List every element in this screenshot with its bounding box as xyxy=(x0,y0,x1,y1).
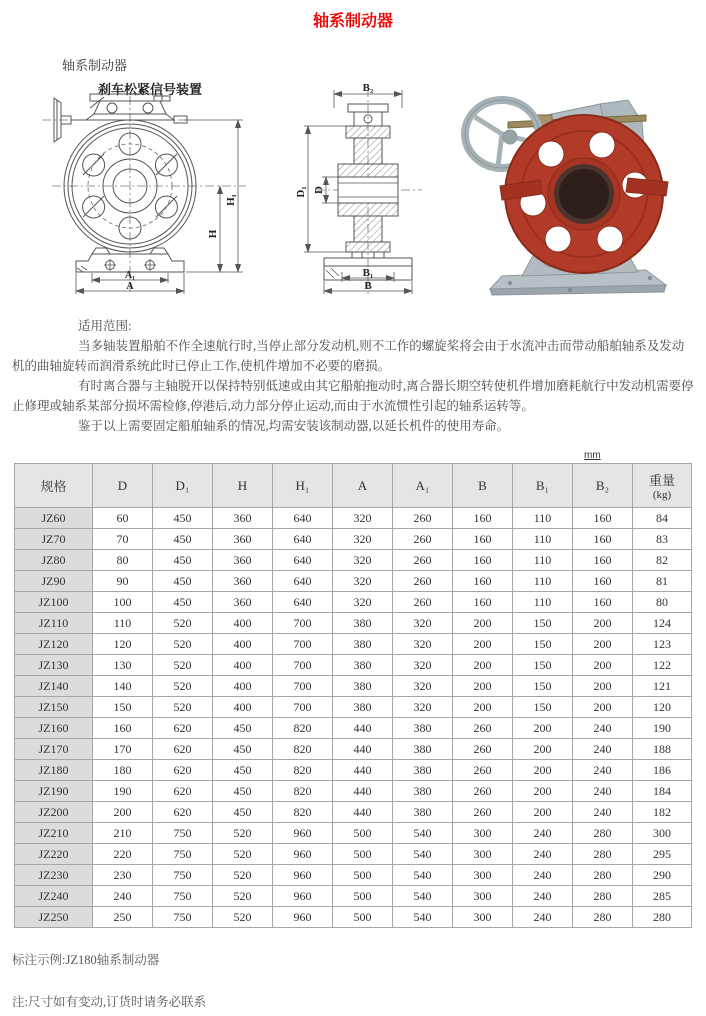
value-cell: 750 xyxy=(153,823,213,844)
value-cell: 520 xyxy=(213,865,273,886)
value-cell: 380 xyxy=(333,634,393,655)
value-cell: 160 xyxy=(453,550,513,571)
value-cell: 82 xyxy=(633,550,692,571)
weight-label: 重量 xyxy=(648,473,675,488)
value-cell: 160 xyxy=(453,529,513,550)
spec-table xyxy=(14,463,692,928)
unit-label: mm xyxy=(584,450,601,461)
value-cell: 160 xyxy=(453,508,513,529)
spec-cell: JZ240 xyxy=(15,886,93,907)
table-row xyxy=(15,613,692,634)
table-row xyxy=(15,781,692,802)
value-cell: 186 xyxy=(633,760,692,781)
value-cell: 150 xyxy=(513,634,573,655)
value-cell: 380 xyxy=(333,613,393,634)
value-cell: 500 xyxy=(333,844,393,865)
value-cell: 300 xyxy=(453,865,513,886)
description-paragraph: 鉴于以上需要固定船舶轴系的情况,均需安装该制动器,以延长机件的使用寿命。 xyxy=(78,419,510,433)
spec-cell: JZ80 xyxy=(15,550,93,571)
col-header-h: H xyxy=(213,464,273,508)
value-cell: 400 xyxy=(213,676,273,697)
value-cell: 450 xyxy=(213,718,273,739)
value-cell: 700 xyxy=(273,655,333,676)
value-cell: 220 xyxy=(93,844,153,865)
col-header-weight xyxy=(633,464,692,508)
value-cell: 280 xyxy=(573,865,633,886)
value-cell: 83 xyxy=(633,529,692,550)
value-cell: 500 xyxy=(333,886,393,907)
value-cell: 70 xyxy=(93,529,153,550)
table-row xyxy=(15,760,692,781)
value-cell: 500 xyxy=(333,865,393,886)
value-cell: 200 xyxy=(573,697,633,718)
value-cell: 450 xyxy=(153,529,213,550)
value-cell: 240 xyxy=(513,844,573,865)
value-cell: 200 xyxy=(453,655,513,676)
value-cell: 320 xyxy=(333,571,393,592)
value-cell: 180 xyxy=(93,760,153,781)
value-cell: 540 xyxy=(393,823,453,844)
spec-cell: JZ180 xyxy=(15,760,93,781)
spec-table-body xyxy=(15,508,692,928)
signal-device-label: 刹车松紧信号装置 xyxy=(98,82,203,97)
value-cell: 320 xyxy=(333,592,393,613)
value-cell: 160 xyxy=(573,592,633,613)
value-cell: 450 xyxy=(213,760,273,781)
brake-signal-device xyxy=(86,94,187,123)
value-cell: 320 xyxy=(333,529,393,550)
value-cell: 380 xyxy=(333,697,393,718)
col-header-b: B xyxy=(453,464,513,508)
spec-cell: JZ230 xyxy=(15,865,93,886)
value-cell: 210 xyxy=(93,823,153,844)
value-cell: 500 xyxy=(333,823,393,844)
col-header-spec: 规格 xyxy=(15,464,93,508)
table-row xyxy=(15,529,692,550)
value-cell: 110 xyxy=(513,550,573,571)
value-cell: 110 xyxy=(513,508,573,529)
value-cell: 380 xyxy=(333,655,393,676)
value-cell: 300 xyxy=(453,844,513,865)
table-row xyxy=(15,739,692,760)
value-cell: 440 xyxy=(333,718,393,739)
value-cell: 300 xyxy=(633,823,692,844)
table-row xyxy=(15,571,692,592)
value-cell: 160 xyxy=(573,550,633,571)
value-cell: 280 xyxy=(573,886,633,907)
value-cell: 320 xyxy=(393,613,453,634)
value-cell: 700 xyxy=(273,697,333,718)
table-row xyxy=(15,676,692,697)
value-cell: 90 xyxy=(93,571,153,592)
value-cell: 260 xyxy=(393,508,453,529)
value-cell: 520 xyxy=(153,697,213,718)
value-cell: 320 xyxy=(333,550,393,571)
value-cell: 450 xyxy=(213,739,273,760)
value-cell: 100 xyxy=(93,592,153,613)
value-cell: 540 xyxy=(393,907,453,928)
value-cell: 820 xyxy=(273,802,333,823)
value-cell: 250 xyxy=(93,907,153,928)
value-cell: 400 xyxy=(213,655,273,676)
spec-cell: JZ100 xyxy=(15,592,93,613)
value-cell: 700 xyxy=(273,676,333,697)
value-cell: 260 xyxy=(393,571,453,592)
value-cell: 640 xyxy=(273,550,333,571)
value-cell: 520 xyxy=(153,676,213,697)
value-cell: 440 xyxy=(333,781,393,802)
value-cell: 700 xyxy=(273,634,333,655)
value-cell: 450 xyxy=(153,571,213,592)
table-row xyxy=(15,844,692,865)
value-cell: 260 xyxy=(453,760,513,781)
value-cell: 960 xyxy=(273,907,333,928)
value-cell: 190 xyxy=(633,718,692,739)
spec-cell: JZ190 xyxy=(15,781,93,802)
value-cell: 440 xyxy=(333,739,393,760)
value-cell: 520 xyxy=(213,823,273,844)
description-paragraph: 当多轴装置船舶不作全速航行时,当停止部分发动机,则不工作的螺旋桨将会由于水流冲击而带动船舶轴系及发动机的曲轴旋转而润滑系统此时已停止工作,使机件增加不必要的磨损。 xyxy=(12,339,685,373)
spec-cell: JZ250 xyxy=(15,907,93,928)
value-cell: 240 xyxy=(573,781,633,802)
value-cell: 124 xyxy=(633,613,692,634)
figures-row xyxy=(34,82,702,300)
value-cell: 182 xyxy=(633,802,692,823)
value-cell: 540 xyxy=(393,844,453,865)
value-cell: 160 xyxy=(453,592,513,613)
value-cell: 200 xyxy=(573,655,633,676)
table-row xyxy=(15,823,692,844)
value-cell: 240 xyxy=(93,886,153,907)
spec-cell: JZ170 xyxy=(15,739,93,760)
value-cell: 960 xyxy=(273,886,333,907)
value-cell: 360 xyxy=(213,592,273,613)
value-cell: 520 xyxy=(153,634,213,655)
dim-label-a1: A₁ xyxy=(124,270,136,281)
value-cell: 240 xyxy=(573,739,633,760)
value-cell: 520 xyxy=(153,655,213,676)
value-cell: 620 xyxy=(153,802,213,823)
value-cell: 520 xyxy=(153,613,213,634)
value-cell: 200 xyxy=(513,781,573,802)
value-cell: 820 xyxy=(273,739,333,760)
value-cell: 360 xyxy=(213,508,273,529)
value-cell: 520 xyxy=(213,907,273,928)
col-header-h1: H₁ xyxy=(273,464,333,508)
spec-cell: JZ150 xyxy=(15,697,93,718)
value-cell: 450 xyxy=(213,802,273,823)
value-cell: 300 xyxy=(453,907,513,928)
section-subtitle: 轴系制动器 xyxy=(62,58,128,73)
value-cell: 121 xyxy=(633,676,692,697)
value-cell: 750 xyxy=(153,886,213,907)
value-cell: 320 xyxy=(333,508,393,529)
table-row xyxy=(15,718,692,739)
value-cell: 360 xyxy=(213,550,273,571)
table-row xyxy=(15,907,692,928)
value-cell: 150 xyxy=(93,697,153,718)
value-cell: 320 xyxy=(393,676,453,697)
col-header-b1: B₁ xyxy=(513,464,573,508)
value-cell: 260 xyxy=(453,739,513,760)
value-cell: 360 xyxy=(213,529,273,550)
value-cell: 260 xyxy=(393,529,453,550)
page-title: 轴系制动器 xyxy=(312,13,393,30)
table-row xyxy=(15,508,692,529)
value-cell: 150 xyxy=(513,613,573,634)
value-cell: 240 xyxy=(573,718,633,739)
value-cell: 160 xyxy=(573,571,633,592)
col-header-d: D xyxy=(93,464,153,508)
value-cell: 200 xyxy=(513,718,573,739)
front-view-drawing xyxy=(34,82,286,300)
dim-label-a: A xyxy=(126,281,134,292)
value-cell: 750 xyxy=(153,844,213,865)
value-cell: 110 xyxy=(513,529,573,550)
value-cell: 380 xyxy=(333,676,393,697)
value-cell: 290 xyxy=(633,865,692,886)
value-cell: 200 xyxy=(453,634,513,655)
value-cell: 450 xyxy=(213,781,273,802)
value-cell: 260 xyxy=(393,550,453,571)
value-cell: 150 xyxy=(513,697,573,718)
value-cell: 240 xyxy=(513,865,573,886)
value-cell: 400 xyxy=(213,613,273,634)
dim-label-h1: H₁ xyxy=(225,194,237,206)
value-cell: 360 xyxy=(213,571,273,592)
header-row xyxy=(15,464,692,508)
value-cell: 150 xyxy=(513,676,573,697)
dimension-lines xyxy=(76,120,243,294)
value-cell: 640 xyxy=(273,571,333,592)
value-cell: 260 xyxy=(453,802,513,823)
spec-cell: JZ70 xyxy=(15,529,93,550)
value-cell: 84 xyxy=(633,508,692,529)
note-example: 标注示例:JZ180轴系制动器 xyxy=(12,953,160,967)
value-cell: 640 xyxy=(273,508,333,529)
weight-unit-label: (kg) xyxy=(652,489,672,501)
value-cell: 960 xyxy=(273,823,333,844)
value-cell: 190 xyxy=(93,781,153,802)
value-cell: 240 xyxy=(573,760,633,781)
value-cell: 400 xyxy=(213,697,273,718)
value-cell: 140 xyxy=(93,676,153,697)
value-cell: 200 xyxy=(513,760,573,781)
dim-label-b2: B₂ xyxy=(362,82,374,94)
product-photo xyxy=(450,82,700,300)
value-cell: 150 xyxy=(513,655,573,676)
table-row xyxy=(15,655,692,676)
value-cell: 750 xyxy=(153,907,213,928)
value-cell: 280 xyxy=(573,844,633,865)
value-cell: 260 xyxy=(453,781,513,802)
spec-cell: JZ220 xyxy=(15,844,93,865)
spec-cell: JZ120 xyxy=(15,634,93,655)
value-cell: 120 xyxy=(633,697,692,718)
value-cell: 200 xyxy=(513,739,573,760)
value-cell: 960 xyxy=(273,844,333,865)
value-cell: 520 xyxy=(213,886,273,907)
value-cell: 260 xyxy=(393,592,453,613)
value-cell: 200 xyxy=(93,802,153,823)
value-cell: 820 xyxy=(273,781,333,802)
value-cell: 960 xyxy=(273,865,333,886)
dim-label-d1: D₁ xyxy=(295,186,307,198)
value-cell: 620 xyxy=(153,739,213,760)
value-cell: 380 xyxy=(393,781,453,802)
spec-cell: JZ210 xyxy=(15,823,93,844)
value-cell: 540 xyxy=(393,865,453,886)
value-cell: 240 xyxy=(513,907,573,928)
value-cell: 160 xyxy=(573,529,633,550)
scope-heading: 适用范围: xyxy=(78,319,132,333)
value-cell: 320 xyxy=(393,634,453,655)
value-cell: 123 xyxy=(633,634,692,655)
table-row xyxy=(15,865,692,886)
value-cell: 200 xyxy=(453,676,513,697)
table-row xyxy=(15,697,692,718)
value-cell: 520 xyxy=(213,844,273,865)
value-cell: 188 xyxy=(633,739,692,760)
value-cell: 820 xyxy=(273,718,333,739)
value-cell: 130 xyxy=(93,655,153,676)
value-cell: 240 xyxy=(513,823,573,844)
value-cell: 450 xyxy=(153,592,213,613)
value-cell: 184 xyxy=(633,781,692,802)
value-cell: 230 xyxy=(93,865,153,886)
dim-label-h: H xyxy=(207,229,219,239)
value-cell: 110 xyxy=(513,592,573,613)
description-paragraph: 有时离合器与主轴脱开以保持特别低速或由其它船舶拖动时,离合器长期空转使机件增加磨耗航行中发动机需要停止修理或轴系某部分损坏需检修,停港后,动力部分停止运动,而由于水流惯性引起的轴系运转等。 xyxy=(12,379,694,413)
value-cell: 820 xyxy=(273,760,333,781)
spec-cell: JZ90 xyxy=(15,571,93,592)
value-cell: 200 xyxy=(573,676,633,697)
dim-label-d: D xyxy=(313,186,325,194)
value-cell: 380 xyxy=(393,760,453,781)
value-cell: 300 xyxy=(453,823,513,844)
spec-cell: JZ200 xyxy=(15,802,93,823)
table-row xyxy=(15,592,692,613)
value-cell: 500 xyxy=(333,907,393,928)
section-hub-stack xyxy=(338,126,398,258)
table-row xyxy=(15,550,692,571)
col-header-a: A xyxy=(333,464,393,508)
value-cell: 80 xyxy=(93,550,153,571)
value-cell: 280 xyxy=(633,907,692,928)
value-cell: 60 xyxy=(93,508,153,529)
value-cell: 380 xyxy=(393,739,453,760)
spec-cell: JZ110 xyxy=(15,613,93,634)
value-cell: 280 xyxy=(573,823,633,844)
value-cell: 160 xyxy=(453,571,513,592)
value-cell: 620 xyxy=(153,781,213,802)
table-row xyxy=(15,634,692,655)
value-cell: 200 xyxy=(513,802,573,823)
dim-label-b1: B₁ xyxy=(362,267,374,279)
value-cell: 295 xyxy=(633,844,692,865)
value-cell: 280 xyxy=(573,907,633,928)
value-cell: 122 xyxy=(633,655,692,676)
col-header-a1: A₁ xyxy=(393,464,453,508)
spec-cell: JZ60 xyxy=(15,508,93,529)
dim-label-b: B xyxy=(364,280,372,292)
value-cell: 160 xyxy=(93,718,153,739)
value-cell: 200 xyxy=(573,634,633,655)
value-cell: 120 xyxy=(93,634,153,655)
spec-cell: JZ140 xyxy=(15,676,93,697)
table-row xyxy=(15,802,692,823)
value-cell: 260 xyxy=(453,718,513,739)
description xyxy=(12,316,696,436)
value-cell: 285 xyxy=(633,886,692,907)
value-cell: 620 xyxy=(153,718,213,739)
value-cell: 620 xyxy=(153,760,213,781)
value-cell: 80 xyxy=(633,592,692,613)
value-cell: 450 xyxy=(153,508,213,529)
value-cell: 380 xyxy=(393,802,453,823)
spec-cell: JZ130 xyxy=(15,655,93,676)
col-header-d1: D₁ xyxy=(153,464,213,508)
table-row xyxy=(15,886,692,907)
value-cell: 110 xyxy=(93,613,153,634)
value-cell: 640 xyxy=(273,592,333,613)
side-view-drawing xyxy=(292,82,444,300)
note-caution: 注:尺寸如有变动,订货时请务必联系 xyxy=(12,995,207,1009)
col-header-b2: B₂ xyxy=(573,464,633,508)
value-cell: 440 xyxy=(333,760,393,781)
value-cell: 540 xyxy=(393,886,453,907)
value-cell: 110 xyxy=(513,571,573,592)
value-cell: 640 xyxy=(273,529,333,550)
value-cell: 81 xyxy=(633,571,692,592)
value-cell: 200 xyxy=(453,697,513,718)
value-cell: 240 xyxy=(573,802,633,823)
spec-cell: JZ160 xyxy=(15,718,93,739)
value-cell: 440 xyxy=(333,802,393,823)
value-cell: 750 xyxy=(153,865,213,886)
value-cell: 380 xyxy=(393,718,453,739)
value-cell: 170 xyxy=(93,739,153,760)
value-cell: 300 xyxy=(453,886,513,907)
value-cell: 200 xyxy=(573,613,633,634)
value-cell: 320 xyxy=(393,697,453,718)
value-cell: 700 xyxy=(273,613,333,634)
value-cell: 160 xyxy=(573,508,633,529)
value-cell: 240 xyxy=(513,886,573,907)
value-cell: 450 xyxy=(153,550,213,571)
value-cell: 200 xyxy=(453,613,513,634)
value-cell: 400 xyxy=(213,634,273,655)
value-cell: 320 xyxy=(393,655,453,676)
